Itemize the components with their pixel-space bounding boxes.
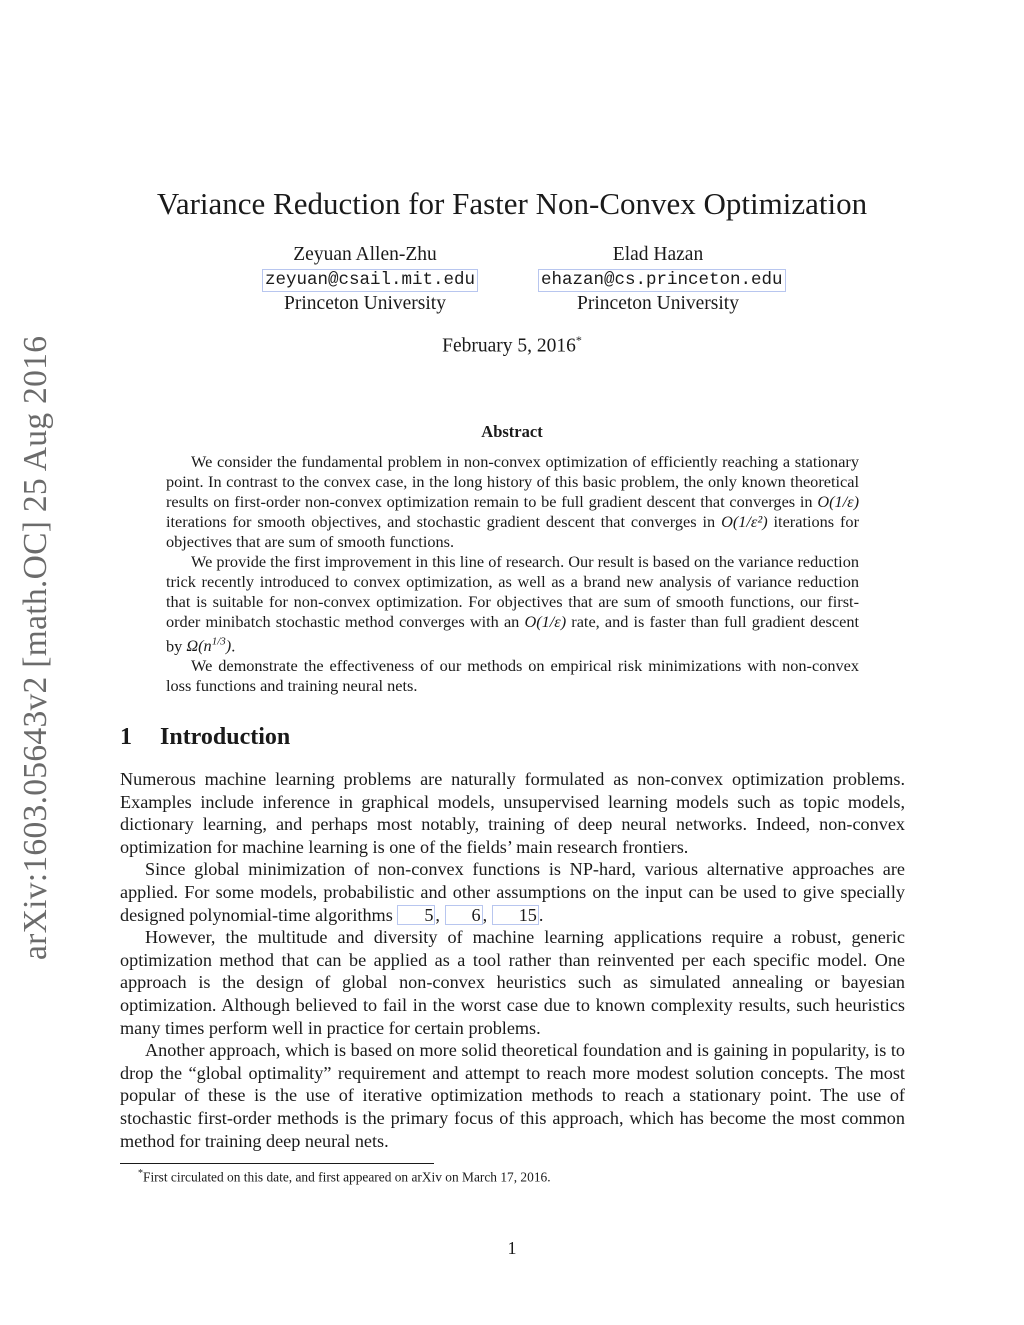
author-name: Elad Hazan <box>612 244 704 265</box>
date-footnote-marker[interactable]: * <box>575 333 582 347</box>
section-heading-introduction <box>120 724 290 751</box>
author-email-link[interactable]: ehazan@cs.princeton.edu <box>538 269 786 292</box>
date-text: February 5, 2016 <box>442 335 576 357</box>
abstract-paragraph: We demonstrate the effectiveness of our methods on empirical risk minimizations with non-convex loss functions and training neural nets. <box>166 656 859 696</box>
abstract-paragraph: We consider the fundamental problem in non-convex optimization of efficiently reaching a stationary point. In contrast to the convex case, in the long history of this basic problem, the only known theoretical results on first-order non-convex optimization remain to be full gradient descent that converges in O(1/ε) iterations for smooth objectives, and stochastic gradient descent that converges in O(1/ε²) iterations for objectives that are sum of smooth functions. <box>166 452 859 551</box>
arxiv-identifier-stamp: arXiv:1603.05643v2 [math.OC] 25 Aug 2016 <box>17 335 54 960</box>
author-name: Zeyuan Allen-Zhu <box>293 244 437 265</box>
page-number: 1 <box>507 1238 517 1258</box>
introduction-body <box>120 768 905 1152</box>
section-number: 1 <box>120 724 132 750</box>
paper-title: Variance Reduction for Faster Non-Convex Optimization <box>156 186 868 221</box>
author-affiliation: Princeton University <box>284 292 446 314</box>
section-title: Introduction <box>160 724 291 750</box>
author-affiliation: Princeton University <box>577 292 739 314</box>
footnote-marker: * <box>138 1168 143 1179</box>
abstract-heading: Abstract <box>481 422 543 441</box>
publication-date <box>0 333 1024 358</box>
citation-link[interactable]: 6 <box>445 905 483 925</box>
footnote-text: First circulated on this date, and first appeared on arXiv on March 17, 2016. <box>143 1169 551 1185</box>
body-paragraph: However, the multitude and diversity of machine learning applications require a robust, generic optimization method that can be applied as a tool rather than reinvented per each specific model. One approach is the design of global non-convex heuristics such as simulated annealing or bayesian optimization. Although believed to fail in the worst case due to known complexity results, such heuristics many times perform well in practice for certain problems. <box>120 927 905 1038</box>
footnote <box>138 1168 551 1185</box>
author-block-1 <box>262 243 476 315</box>
citation-link[interactable]: 15 <box>492 905 539 925</box>
author-block-2 <box>538 243 783 315</box>
author-email-link[interactable]: zeyuan@csail.mit.edu <box>262 269 478 292</box>
body-paragraph: Another approach, which is based on more solid theoretical foundation and is gaining in popularity, is to drop the “global optimality” requirement and attempt to reach more modest solution concepts. The most popular of these is the use of iterative optimization methods to reach a stationary point. The use of stochastic first-order methods is the primary focus of this approach, which has become the most common method for training deep neural nets. <box>120 1040 905 1151</box>
abstract-body <box>166 452 859 696</box>
citation-link[interactable]: 5 <box>397 905 435 925</box>
body-paragraph: Since global minimization of non-convex functions is NP-hard, various alternative approaches are applied. For some models, probabilistic and other assumptions on the input can be used to give specially designed polynomial-time algorithms 5 , 6 , 15 . <box>120 859 905 925</box>
footnote-divider <box>120 1163 434 1164</box>
abstract-paragraph: We provide the first improvement in this line of research. Our result is based on the variance reduction trick recently introduced to convex optimization, as well as a brand new analysis of variance reduction that is suitable for non-convex optimization. For objectives that are sum of smooth functions, our first-order minibatch stochastic method converges with an O(1/ε) rate, and is faster than full gradient descent by $\Omega(n^{1/3})$. <box>166 552 859 656</box>
body-paragraph: Numerous machine learning problems are naturally formulated as non-convex optimization problems. Examples include inference in graphical models, unsupervised learning models such as topic models, dictionary learning, and perhaps most notably, training of deep neural networks. Indeed, non-convex optimization for machine learning is one of the fields’ main research frontiers. <box>120 769 905 857</box>
